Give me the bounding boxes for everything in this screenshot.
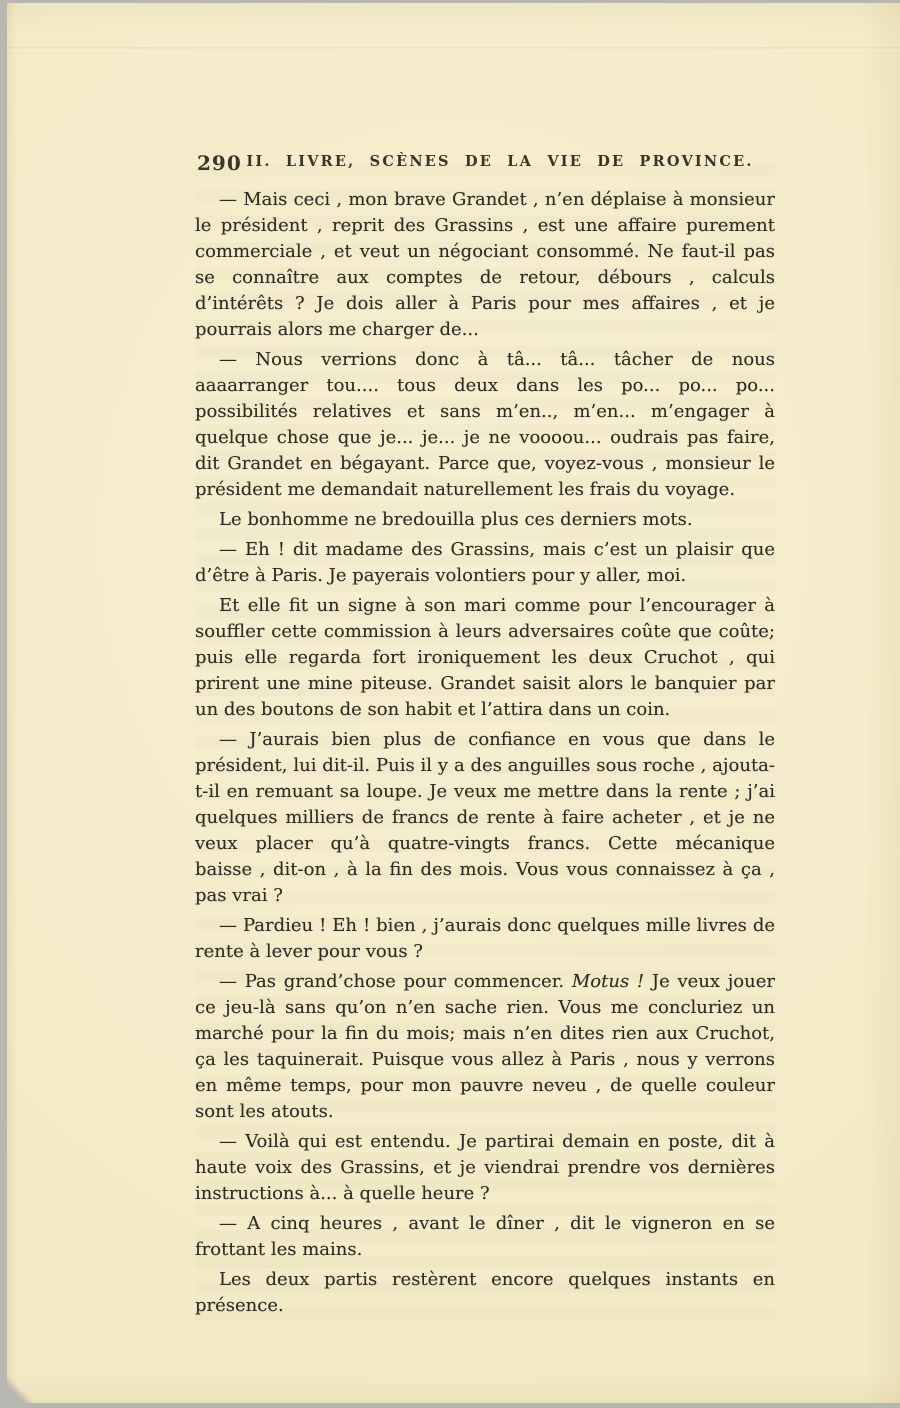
paragraph: — J’aurais bien plus de confiance en vous que dans le président, lui dit-il. Puis il y a des anguilles sous roche , ajouta-t-il en remuant sa loupe. Je veux me mettre dans la rente ; j’ai quelques milliers de francs de rente à faire acheter , et je ne veux placer qu’à quatre-vingts francs. Cette mécanique baisse , dit-on , à la fin des mois. Vous vous connaissez à ça , pas vrai ? bbox=[195, 729, 775, 906]
paragraph: Les deux partis restèrent encore quelques instants en présence. bbox=[195, 1269, 775, 1316]
paragraph: — A cinq heures , avant le dîner , dit le vigneron en se frottant les mains. bbox=[195, 1213, 775, 1260]
paragraph: — Voilà qui est entendu. Je partirai demain en poste, dit à haute voix des Grassins, et je viendrai prendre vos dernières instructions à... à quelle heure ? bbox=[195, 1131, 775, 1204]
page-number: 290 bbox=[197, 151, 242, 175]
paragraph-text: Je veux jouer ce jeu-là sans qu’on n’en sache rien. Vous me concluriez un marché pour la fin du mois; mais n’en dites rien aux Cruchot, ça les taquinerait. Puisque vous allez à Paris , nous y verrons en même temps, pour mon pauvre neveu , de quelle couleur sont les atouts. bbox=[195, 971, 775, 1122]
paragraph bbox=[195, 969, 775, 1125]
paragraph-italic-word: Motus ! bbox=[571, 971, 645, 992]
paragraph: — Nous verrions donc à tâ... tâ... tâcher de nous aaaarranger tou.... tous deux dans les po... po... po... possibilités relatives et sans m’en.., m’en... m’engager à quelque chose que je... je... je ne voooou... oudrais pas faire, dit Grandet en bégayant. Parce que, voyez-vous , monsieur le président me demandait naturellement les frais du voyage. bbox=[195, 349, 775, 500]
paragraph-text: — Pas grand’chose pour commencer. bbox=[219, 971, 572, 992]
page-header bbox=[195, 150, 775, 176]
paragraph: — Mais ceci , mon brave Grandet , n’en déplaise à monsieur le président , reprit des Grassins , est une affaire purement commerciale , et veut un négociant consommé. Ne faut-il pas se connaître aux comptes de retour, débours , calculs d’intérêts ? Je dois aller à Paris pour mes affaires , et je pourrais alors me charger de... bbox=[195, 189, 775, 340]
paragraph: Et elle fit un signe à son mari comme pour l’encourager à souffler cette commission à leurs adversaires coûte que coûte; puis elle regarda fort ironiquement les deux Cruchot , qui prirent une mine piteuse. Grandet saisit alors le banquier par un des boutons de son habit et l’attira dans un coin. bbox=[195, 595, 775, 720]
paper bbox=[7, 3, 900, 1403]
crease-line bbox=[7, 47, 900, 51]
paragraph: — Eh ! dit madame des Grassins, mais c’est un plaisir que d’être à Paris. Je payerais volontiers pour y aller, moi. bbox=[195, 539, 775, 586]
running-title: II. LIVRE, SCÈNES DE LA VIE DE PROVINCE. bbox=[246, 153, 754, 170]
page-corner-edge bbox=[7, 1369, 33, 1403]
text-column bbox=[195, 150, 775, 1323]
paragraph: Le bonhomme ne bredouilla plus ces derniers mots. bbox=[219, 509, 693, 530]
paragraph: — Pardieu ! Eh ! bien , j’aurais donc quelques mille livres de rente à lever pour vous ? bbox=[195, 915, 775, 962]
